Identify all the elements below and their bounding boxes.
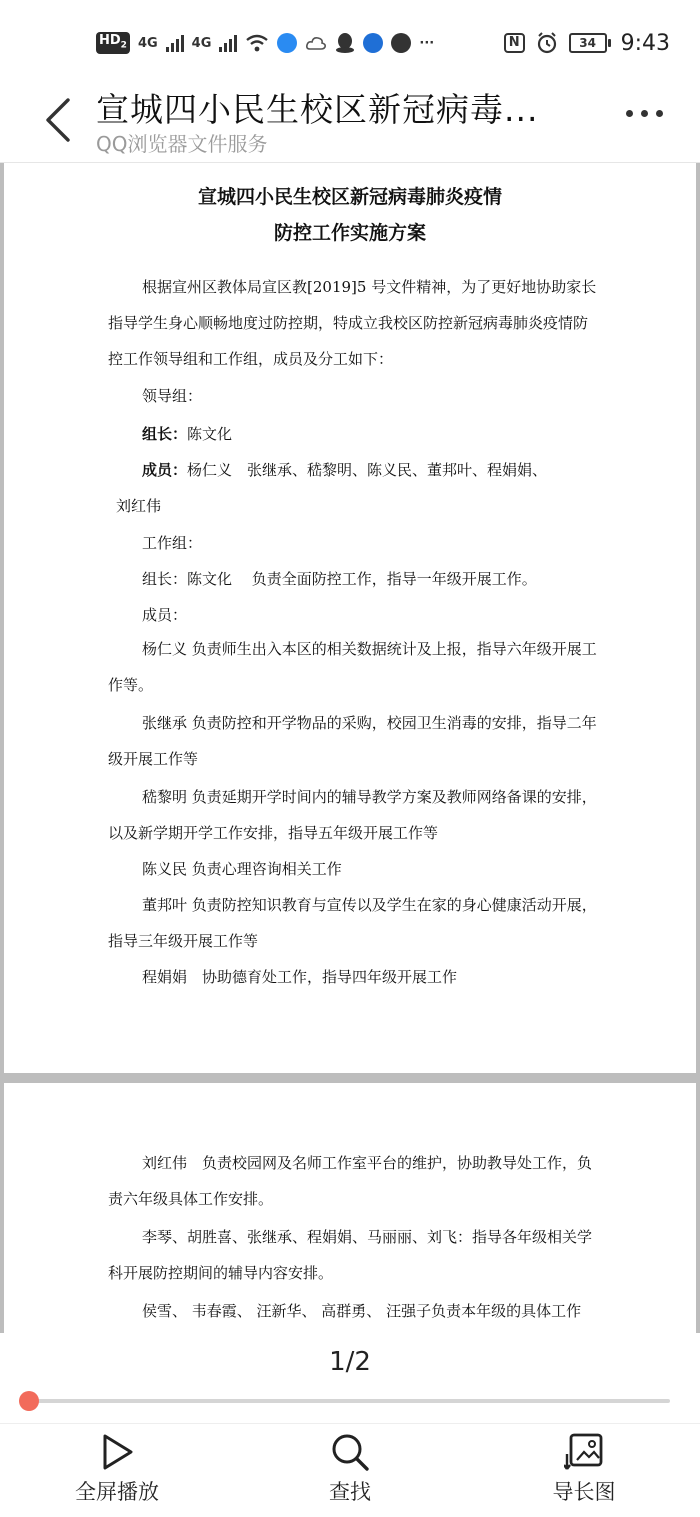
duty-paragraph: 李琴、胡胜喜、张继承、程娟娟、马丽丽、刘飞：指导各年级相关学科开展防控期间的辅导内容安排。 [108,1228,593,1282]
fullscreen-play-label: 全屏播放 [75,1480,159,1504]
duty-paragraph: 嵇黎明 负责延期开学时间内的辅导教学方案及教师网络备课的安排，以及新学期开学工作安排，指导五年级开展工作等 [108,788,597,842]
document-title-line-1: 宣城四小民生校区新冠病毒肺炎疫情 [197,186,502,208]
document-viewer[interactable] [0,163,700,1333]
hd-badge: $HD_2$ [96,32,130,55]
document-title [4,179,696,251]
page-indicator: 1/2 [329,1347,371,1377]
duty-paragraph: 董邦叶 负责防控知识教育与宣传以及学生在家的身心健康活动开展，指导三年级开展工作等 [108,896,597,950]
search-label: 查找 [329,1480,371,1504]
search-icon [330,1432,370,1472]
battery-icon: 34 [569,33,611,53]
more-notifications-icon: ··· [419,35,435,51]
back-arrow-icon[interactable] [38,94,78,146]
play-icon [97,1432,137,1472]
duty-paragraph: 杨仁义 负责师生出入本区的相关数据统计及上报，指导六年级开展工作等。 [108,640,597,694]
status-bar [0,0,700,84]
page-subtitle: QQ浏览器文件服务 [96,132,268,156]
duty-paragraph: 程娟娟 协助德育处工作，指导四年级开展工作 [142,968,458,986]
cloud-icon [305,34,327,52]
duty-paragraph: 刘红伟 负责校园网及名师工作室平台的维护，协助教导处工作，负责六年级具体工作安排。 [108,1154,593,1208]
fullscreen-play-button[interactable] [37,1432,197,1506]
work-leader-line: 组长：陈文化 负责全面防控工作，指导一年级开展工作。 [142,570,537,588]
clock: 9:43 [620,30,670,56]
document-page-2 [4,1083,696,1333]
browser-app-icon [277,33,297,53]
work-members-heading: 成员： [142,606,188,624]
globe-app-icon [363,33,383,53]
work-group-heading: 工作组： [142,534,203,552]
page-navigator [0,1333,700,1423]
duty-paragraph: 张继承 负责防控和开学物品的采购，校园卫生消毒的安排，指导二年级开展工作等 [108,714,597,768]
more-options-icon[interactable] [626,110,666,122]
members-line-2: 刘红伟 [116,497,162,515]
qq-icon [335,32,355,54]
page-title: 宣城四小民生校区新冠病毒... [96,90,539,129]
search-button[interactable] [270,1432,430,1506]
document-page-1 [4,163,696,1073]
status-right [504,30,670,56]
members-line: 成员：杨仁义 张继承、嵇黎明、陈义民、董邦叶、程娟娟、 [142,461,548,479]
duty-paragraph: 陈义民 负责心理咨询相关工作 [142,860,342,878]
app-header [0,84,700,163]
page-slider-handle[interactable] [19,1391,39,1411]
leading-group-heading: 领导组： [142,387,203,405]
wifi-icon [245,33,269,53]
bottom-toolbar [0,1423,700,1517]
signal-icon [166,34,184,52]
page-slider-track[interactable] [28,1399,670,1403]
status-left [96,30,434,56]
leader-line: 组长：陈文化 [142,425,233,443]
network-type-2: 4G [191,35,212,51]
duty-paragraph: 侯雪、 韦春霞、 汪新华、 高群勇、 汪强子负责本年级的具体工作 [142,1302,582,1320]
long-image-label: 导长图 [552,1480,616,1504]
nfc-icon: N [504,33,525,53]
alarm-icon [535,31,559,55]
signal-icon [219,34,237,52]
network-type-1: 4G [137,35,158,51]
app-icon [391,33,411,53]
long-image-icon [564,1432,604,1472]
document-title-line-2: 防控工作实施方案 [273,222,426,244]
export-long-image-button[interactable] [504,1432,664,1506]
intro-paragraph: 根据宣州区教体局宣区教[2019]5 号文件精神，为了更好地协助家长指导学生身心顺畅地度过防控期，特成立我校区防控新冠病毒肺炎疫情防控工作领导组和工作组，成员及分工如下： [108,278,597,368]
